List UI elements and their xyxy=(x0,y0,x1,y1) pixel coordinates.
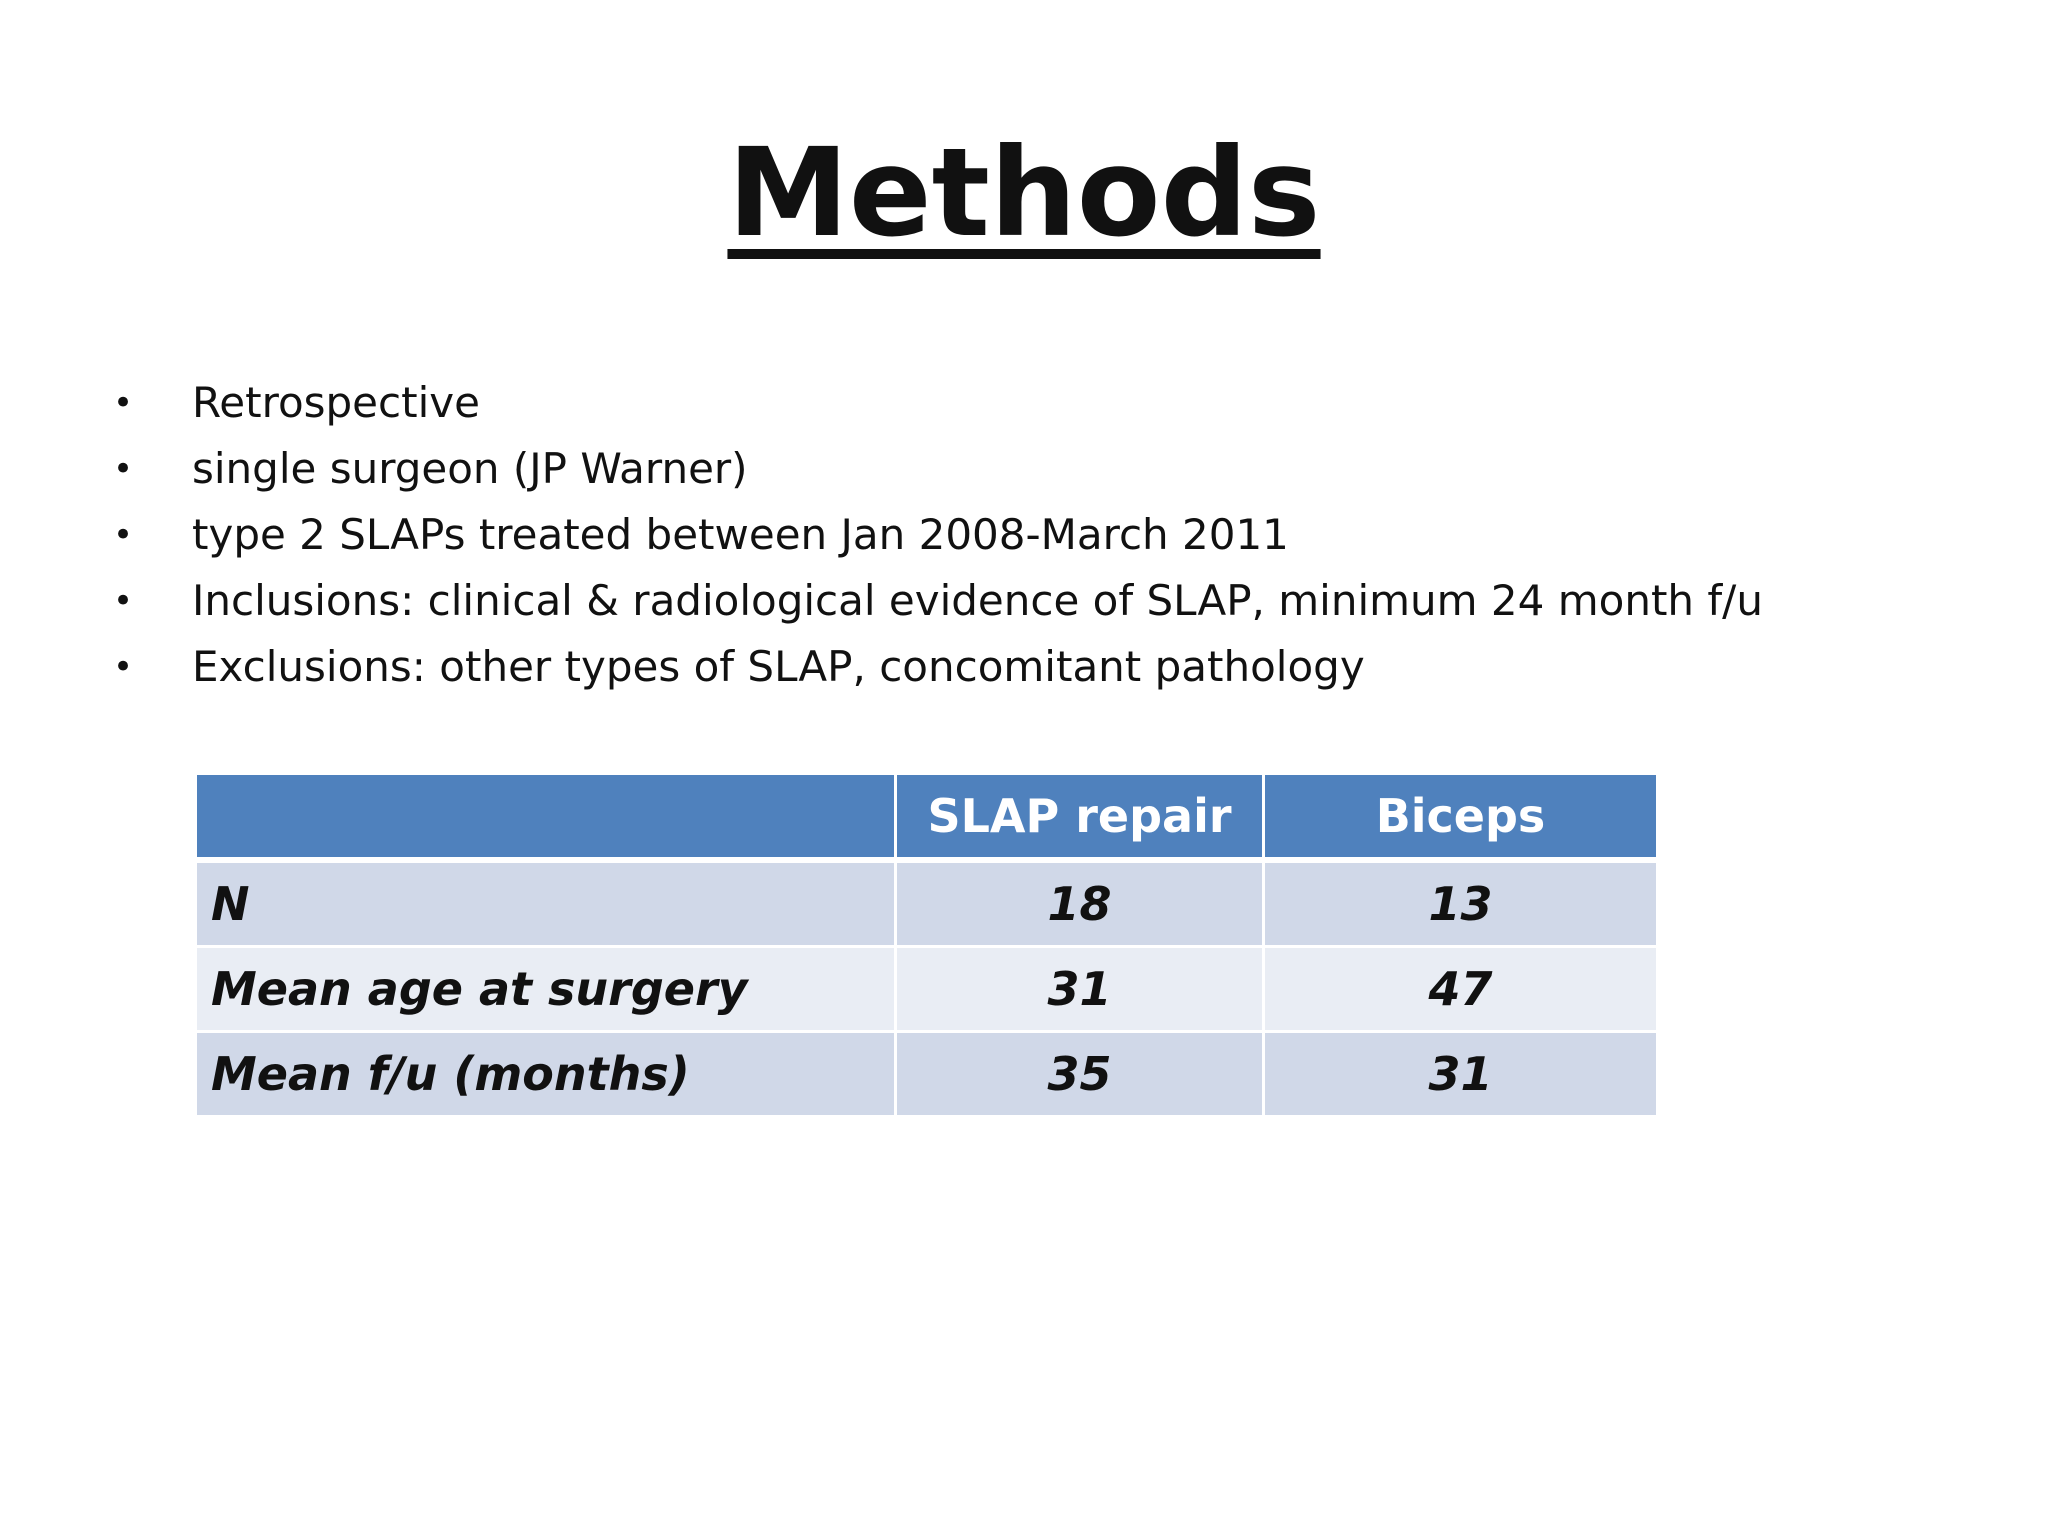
cell-biceps: 47 xyxy=(1264,947,1658,1032)
bullet-item xyxy=(110,568,1763,634)
slide-title-text: Methods xyxy=(727,122,1321,264)
bullet-icon: • xyxy=(113,581,134,621)
bullet-item xyxy=(110,502,1763,568)
bullet-icon: • xyxy=(113,647,134,687)
bullet-icon: • xyxy=(113,449,134,489)
row-label: Mean age at surgery xyxy=(196,947,896,1032)
cell-biceps: 13 xyxy=(1264,860,1658,947)
slide-title xyxy=(0,118,2048,268)
cell-biceps: 31 xyxy=(1264,1032,1658,1117)
bullet-item xyxy=(110,436,1763,502)
cell-slap-repair: 18 xyxy=(896,860,1264,947)
bullet-item xyxy=(110,634,1763,700)
bullet-list xyxy=(110,370,1763,700)
bullet-text: Retrospective xyxy=(192,378,480,427)
table-header-empty xyxy=(196,774,896,861)
table-row xyxy=(196,860,1658,947)
cell-slap-repair: 31 xyxy=(896,947,1264,1032)
bullet-icon: • xyxy=(113,515,134,555)
results-table xyxy=(194,772,1659,1118)
row-label: N xyxy=(196,860,896,947)
bullet-text: single surgeon (JP Warner) xyxy=(192,444,748,493)
bullet-text: Exclusions: other types of SLAP, concomitant pathology xyxy=(192,642,1365,691)
table-row xyxy=(196,1032,1658,1117)
bullet-icon: • xyxy=(113,383,134,423)
bullet-text: Inclusions: clinical & radiological evidence of SLAP, minimum 24 month f/u xyxy=(192,576,1763,625)
bullet-item xyxy=(110,370,1763,436)
cell-slap-repair: 35 xyxy=(896,1032,1264,1117)
bullet-text: type 2 SLAPs treated between Jan 2008-March 2011 xyxy=(192,510,1289,559)
table-header-slap-repair: SLAP repair xyxy=(896,774,1264,861)
table-header-biceps: Biceps xyxy=(1264,774,1658,861)
table-row xyxy=(196,947,1658,1032)
row-label: Mean f/u (months) xyxy=(196,1032,896,1117)
table-header-row xyxy=(196,774,1658,861)
